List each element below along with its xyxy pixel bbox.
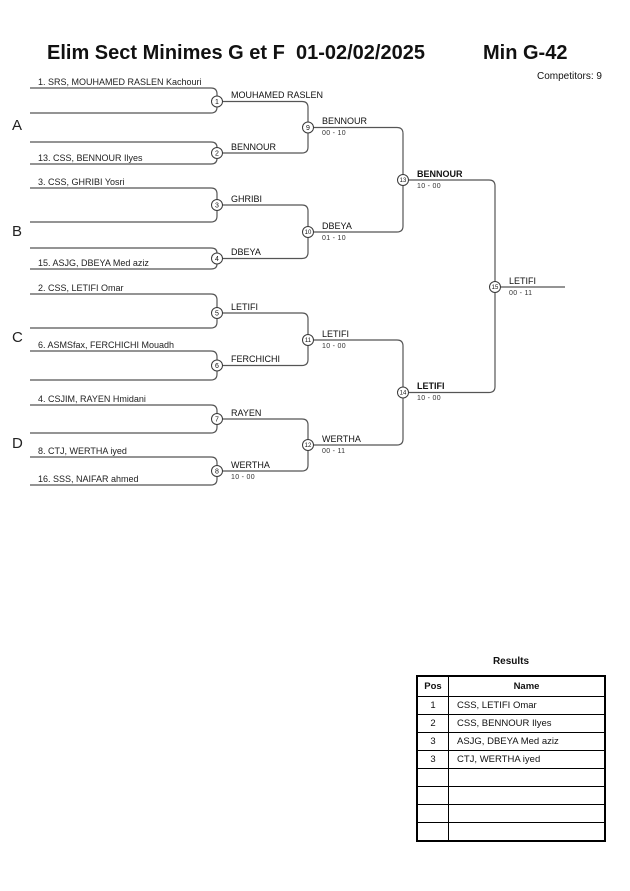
pos-cell: [417, 787, 449, 805]
results-title: Results: [492, 656, 530, 667]
pos-cell: 3: [417, 751, 449, 769]
entry-line: [30, 294, 217, 308]
competitors-count: Competitors: 9: [536, 71, 602, 82]
match-score-label: 00 - 11: [509, 290, 533, 297]
results-row: [417, 823, 605, 842]
entry-line: [30, 188, 217, 200]
champion-label: LETIFI: [509, 276, 537, 286]
results-row: [417, 787, 605, 805]
results-row: [417, 733, 605, 751]
match-number: 15: [491, 285, 499, 291]
match-node-1: [212, 96, 223, 107]
winner-line: [409, 180, 496, 282]
bye-line: [30, 142, 217, 148]
pos-cell: [417, 823, 449, 842]
results-row: [417, 751, 605, 769]
entry-label: 6. ASMSfax, FERCHICHI Mouadh: [38, 340, 175, 350]
match-winner-label: BENNOUR: [322, 116, 368, 126]
match-winner-label: WERTHA: [231, 460, 270, 470]
results-row: [417, 769, 605, 787]
name-cell: [449, 787, 606, 805]
match-node-10: [303, 227, 314, 238]
bye-line: [30, 211, 217, 223]
category-label: Min G-42: [483, 42, 568, 64]
entry-line: [30, 88, 217, 96]
match-node-9: [303, 122, 314, 133]
match-score-label: 00 - 11: [322, 448, 346, 455]
col-header-pos: Pos: [417, 676, 449, 697]
match-winner-label: MOUHAMED RASLEN: [231, 90, 324, 100]
match-node-15: [490, 282, 501, 293]
results-row: [417, 697, 605, 715]
match-winner-label: DBEYA: [322, 221, 352, 231]
pos-cell: 1: [417, 697, 449, 715]
match-node-13: [398, 175, 409, 186]
semifinal-winner-lines: [409, 180, 566, 393]
match-number: 11: [304, 338, 312, 344]
match-score-label: 10 - 00: [322, 343, 346, 350]
results-row: [417, 805, 605, 823]
match-node-4: [212, 253, 223, 264]
match-winner-label: WERTHA: [322, 434, 361, 444]
name-cell: [449, 769, 606, 787]
name-cell: CSS, BENNOUR Ilyes: [449, 715, 606, 733]
name-cell: ASJG, DBEYA Med aziz: [449, 733, 606, 751]
match-winner-label: DBEYA: [231, 247, 261, 257]
match-winner-label: RAYEN: [231, 408, 262, 418]
match-score-label: 01 - 10: [322, 235, 346, 242]
match-number: 12: [304, 443, 312, 449]
match-number: 10: [304, 230, 312, 236]
match-number: 2: [215, 150, 219, 158]
bye-line: [30, 371, 217, 380]
match-node-6: [212, 360, 223, 371]
match-node-3: [212, 200, 223, 211]
match-winner-label: FERCHICHI: [231, 354, 280, 364]
match-node-5: [212, 308, 223, 319]
entry-line: [30, 457, 217, 466]
entry-label: 15. ASJG, DBEYA Med aziz: [38, 258, 149, 268]
match-winner-label: LETIFI: [417, 381, 445, 391]
group-label-b: B: [12, 223, 23, 240]
winner-line: [223, 419, 309, 440]
match-number: 7: [215, 416, 219, 424]
entry-label: 4. CSJIM, RAYEN Hmidani: [38, 394, 146, 404]
bye-line: [30, 425, 217, 434]
match-score-label: 10 - 00: [417, 183, 441, 190]
winner-line: [223, 313, 309, 335]
match-number: 9: [306, 125, 310, 132]
match-number: 3: [215, 202, 219, 210]
match-node-7: [212, 414, 223, 425]
entry-line: [30, 351, 217, 360]
bye-line: [30, 107, 217, 113]
match-node-8: [212, 466, 223, 477]
match-number: 5: [215, 310, 219, 318]
match-winner-label: BENNOUR: [417, 169, 463, 179]
group-label-a: A: [12, 117, 23, 134]
results-table: [416, 675, 606, 842]
name-cell: [449, 823, 606, 842]
match-node-12: [303, 440, 314, 451]
name-cell: CSS, LETIFI Omar: [449, 697, 606, 715]
match-score-label: 10 - 00: [417, 395, 441, 402]
match-number: 14: [399, 390, 407, 397]
name-cell: CTJ, WERTHA iyed: [449, 751, 606, 769]
pos-cell: [417, 805, 449, 823]
match-winner-label: BENNOUR: [231, 142, 277, 152]
entry-label: 16. SSS, NAIFAR ahmed: [38, 474, 139, 484]
match-number: 8: [215, 468, 219, 476]
winner-line: [223, 205, 309, 227]
match-score-label: 10 - 00: [231, 474, 255, 481]
match-score-label: 00 - 10: [322, 130, 346, 137]
winner-line: [223, 102, 309, 123]
match-winner-label: LETIFI: [231, 302, 259, 312]
page-title: Elim Sect Minimes G et F 01-02/02/2025: [47, 42, 425, 64]
match-winner-label: LETIFI: [322, 329, 350, 339]
entry-label: 8. CTJ, WERTHA iyed: [38, 446, 127, 456]
entry-line: [30, 405, 217, 414]
match-number: 1: [215, 99, 219, 106]
col-header-name: Name: [449, 676, 606, 697]
entry-label: 13. CSS, BENNOUR Ilyes: [38, 153, 143, 163]
pos-cell: 3: [417, 733, 449, 751]
match-number: 4: [215, 256, 219, 263]
match-winner-label: GHRIBI: [231, 194, 263, 204]
group-label-d: D: [12, 435, 23, 452]
entry-label: 1. SRS, MOUHAMED RASLEN Kachouri: [38, 77, 202, 87]
name-cell: [449, 805, 606, 823]
pos-cell: 2: [417, 715, 449, 733]
match-node-2: [212, 148, 223, 159]
match-number: 6: [215, 363, 219, 370]
bye-line: [30, 319, 217, 329]
quarterfinal-winner-lines: [314, 128, 404, 446]
entry-label: 2. CSS, LETIFI Omar: [38, 283, 124, 293]
match-number: 13: [399, 178, 407, 184]
results-header-row: [417, 676, 605, 697]
match-node-11: [303, 335, 314, 346]
entry-label: 3. CSS, GHRIBI Yosri: [38, 177, 125, 187]
group-label-c: C: [12, 329, 23, 346]
results-row: [417, 715, 605, 733]
pos-cell: [417, 769, 449, 787]
match-node-14: [398, 387, 409, 398]
winner-line: [409, 293, 496, 393]
bye-line: [30, 248, 217, 253]
